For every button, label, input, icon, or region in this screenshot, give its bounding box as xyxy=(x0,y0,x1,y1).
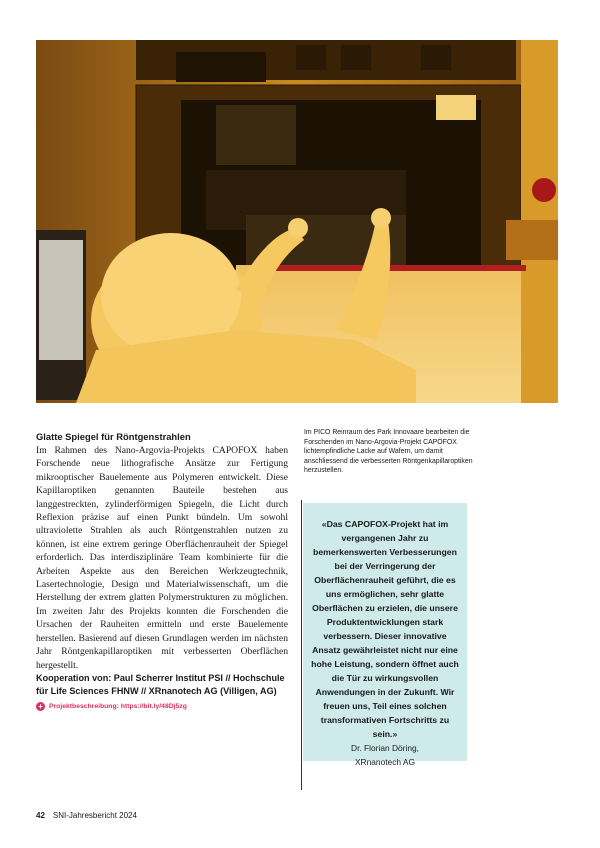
quote-author: Dr. Florian Döring, xyxy=(351,743,419,753)
cleanroom-photo xyxy=(36,40,558,403)
article-body: Im Rahmen des Nano-Argovia-Projekts CAPOFOX haben Forschende neue lithografische Ansätze zur Fertigung mikrooptischer Bauelemente aus Polymeren entwickelt. Diese Kapillaroptiken genannten Bauteile bestehen aus langgestreckten, zylinderförmigen Spiegeln, die Licht durch Reflexion präzise auf einen Punkt bündeln. Um sowohl ultraviolette Strahlen als auch Röntgenstrahlen nutzen zu können, ist eine extrem geringe Oberflächenrauheit der Spiegel erforderlich. Das interdisziplinäre Team kombinierte für die Arbeiten Aspekte aus den Bereichen Werkzeugtechnik, Lasertechnologie, Design und Materialwissenschaft, um die Herstellung der extrem glatten Polymerstrukturen zu möglichen. Im zweiten Jahr des Projekts konnten die Forschenden die Ursachen der Rauheiten ermitteln und erste Bauelemente herstellen. Basierend auf diesen Grundlagen werden im nächsten Jahr Röntgenkapillaroptiken mit verbesserten Oberflächen hergestellt. xyxy=(36,445,288,671)
page-footer xyxy=(36,811,137,820)
quote-divider xyxy=(301,500,302,790)
photo-caption: Im PICO Reinraum des Park Innovaare bearbeiten die Forschenden im Nano-Argovia-Projekt CAPOFOX lichtempfindliche Lacke auf Wafern, um damit anschliessend die verbesserten Röntgenkapillaroptiken herzustellen. xyxy=(304,429,473,475)
project-link[interactable] xyxy=(36,702,288,711)
photo-illustration xyxy=(36,40,558,403)
publication-title: SNI-Jahresbericht 2024 xyxy=(52,811,137,820)
quote-company: XRnanotech AG xyxy=(354,757,416,767)
project-link-label[interactable]: Projektbeschreibung: https://bit.ly/48Dj5zg xyxy=(49,702,187,710)
quote-box xyxy=(303,503,467,767)
cooperation-partners: Kooperation von: Paul Scherrer Institut PSI // Hochschule für Life Sciences FHNW // XRnanotech AG (Villigen, AG) xyxy=(36,672,285,697)
page-number: 42 xyxy=(36,811,45,820)
article-heading: Glatte Spiegel für Röntgenstrahlen xyxy=(36,431,191,442)
quote-text: «Das CAPOFOX-Projekt hat im vergangenen Jahr zu bemerkenswerten Verbesserungen bei der Verringerung der Oberflächenrauheit geführt, die es uns ermöglichen, sehr glatte Oberflächen zu erzielen, die unsere Produktentwicklungen stark verbessern. Dieser innovative Ansatz gewährleistet nicht nur eine hohe Leistung, sondern öffnet auch die Tür zu wirkungsvollen Anwendungen in der Zukunft. Wir freuen uns, Teil eines solchen transformativen Fortschritts zu sein.» xyxy=(311,519,459,739)
article-column xyxy=(36,430,288,711)
plus-circle-icon: + xyxy=(36,702,45,711)
